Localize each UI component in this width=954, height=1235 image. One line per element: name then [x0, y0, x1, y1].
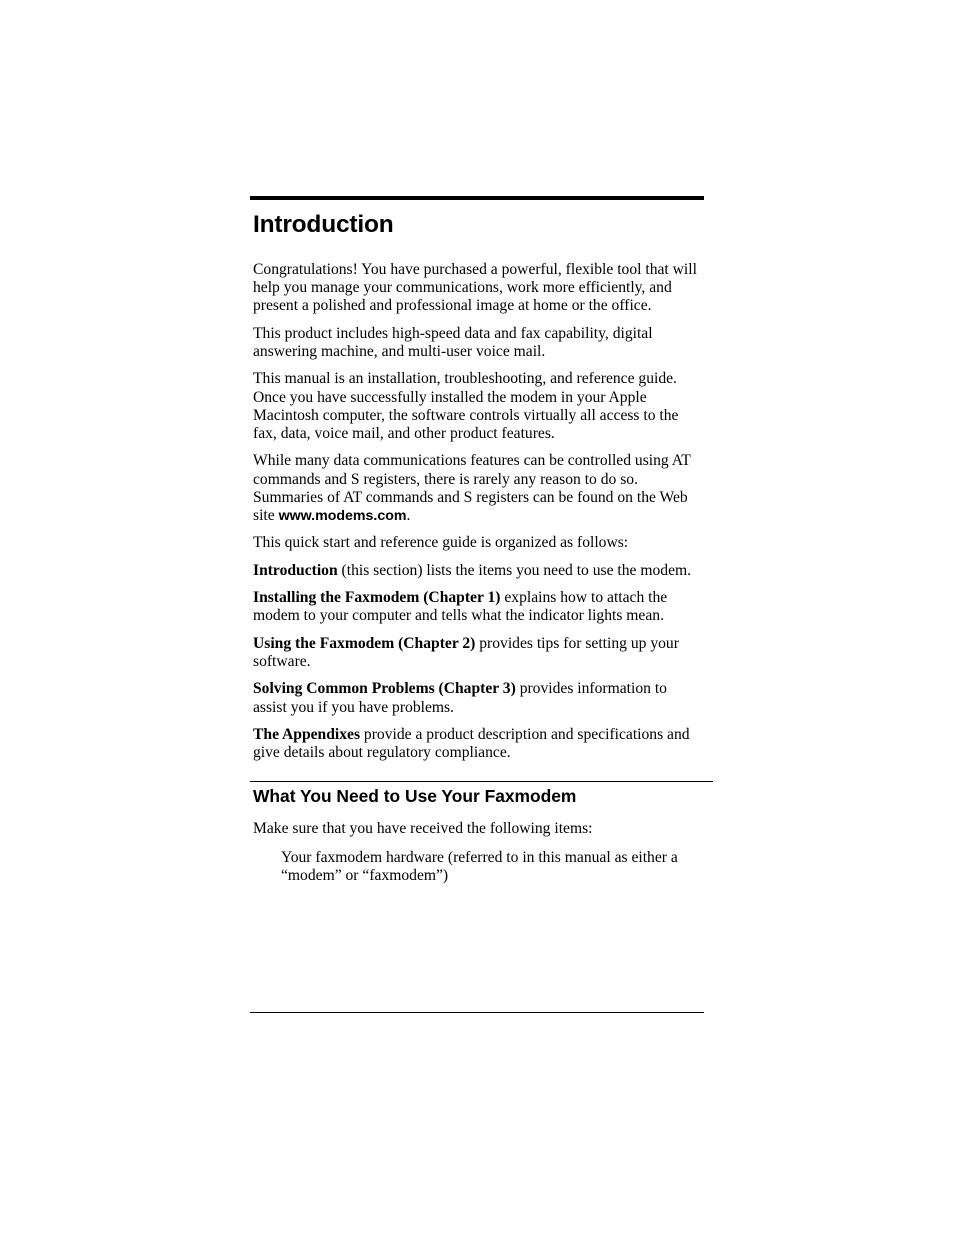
paragraph-organization: This quick start and reference guide is organized as follows: [253, 534, 629, 552]
org-item-text: explains how to attach the modem to your computer and tells what the indicator lights mean. [253, 589, 668, 625]
top-rule [250, 196, 704, 200]
at-commands-text: While many data communications features can be controlled using AT commands and S registers, there is rarely any reason to do so. Summaries of AT commands and S registers can be found on the Web site [253, 452, 691, 524]
intro-content [253, 261, 704, 762]
org-item-label: Introduction [253, 561, 338, 579]
paragraph-manual-purpose: This manual is an installation, troubleshooting, and reference guide. Once you have successfully installed the modem in your Apple Macintosh computer, the software controls virtually all access to the fax, data, voice mail, and other product features. [253, 370, 679, 442]
org-item-chapter-1 [253, 589, 704, 625]
page-title: Introduction [253, 211, 394, 238]
org-item-introduction [253, 562, 704, 580]
org-item-label: Using the Faxmodem (Chapter 2) [253, 634, 476, 652]
org-item-label: The Appendixes [253, 725, 361, 743]
org-item-chapter-2 [253, 635, 704, 671]
org-item-text: provide a product description and specifications and give details about regulatory compliance. [253, 725, 690, 762]
paragraph-at-commands [253, 452, 704, 525]
section-heading: What You Need to Use Your Faxmodem [253, 786, 577, 807]
bottom-rule [250, 1012, 704, 1013]
org-item-appendixes [253, 726, 704, 762]
list-item: Your faxmodem hardware (referred to in this manual as either a “modem” or “faxmodem”) [281, 848, 678, 884]
paragraph-product-features: This product includes high-speed data and fax capability, digital answering machine, and multi-user voice mail. [253, 324, 653, 360]
org-item-text: provides information to assist you if you have problems. [253, 680, 667, 716]
section-intro: Make sure that you have received the following items: [253, 820, 593, 838]
paragraph-congratulations: Congratulations! You have purchased a powerful, flexible tool that will help you manage your communications, work more efficiently, and present a polished and professional image at home or the office. [253, 261, 697, 315]
org-item-label: Installing the Faxmodem (Chapter 1) [253, 589, 501, 607]
org-item-text: provides tips for setting up your software. [253, 634, 679, 670]
section-rule [250, 781, 713, 782]
section-content [253, 820, 704, 885]
org-item-text: (this section) lists the items you need to use the modem. [337, 561, 692, 579]
document-page [250, 196, 704, 885]
org-item-chapter-3 [253, 680, 704, 716]
at-commands-end: . [406, 507, 411, 524]
org-item-label: Solving Common Problems (Chapter 3) [253, 680, 516, 698]
website-link[interactable]: www.modems.com [278, 508, 407, 524]
